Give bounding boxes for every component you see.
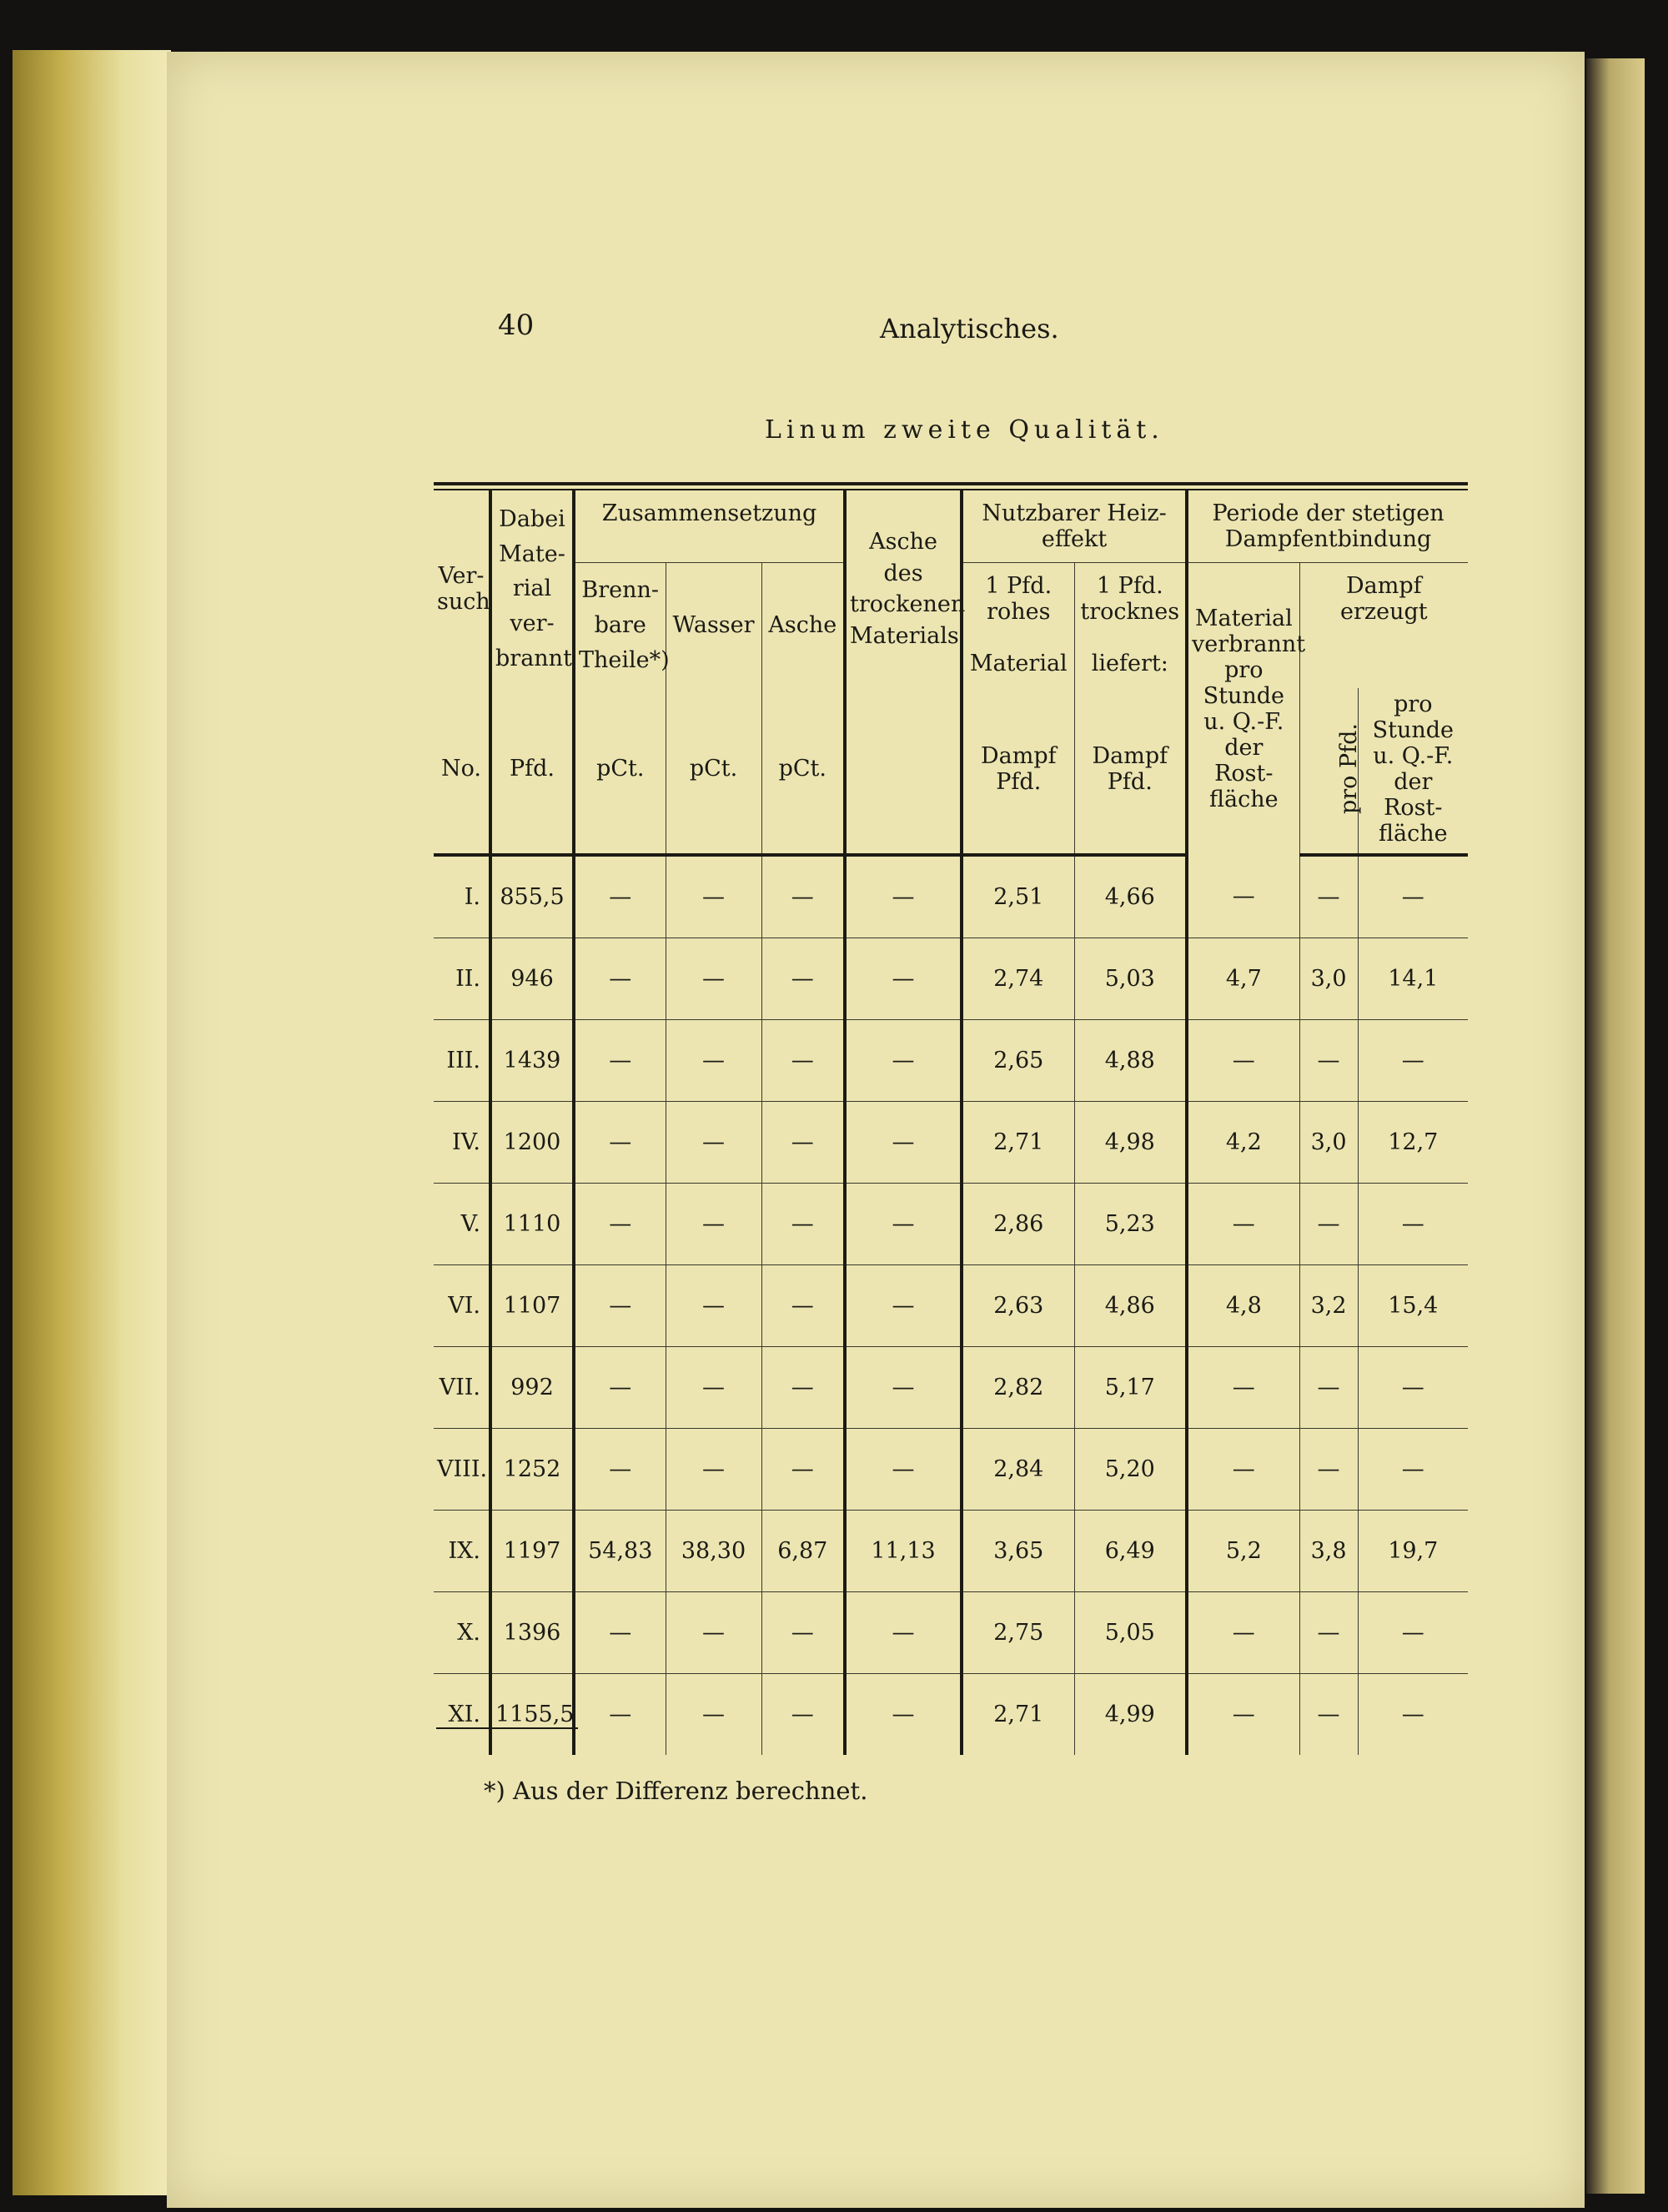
table-row [434,1019,1468,1101]
row-pfd: 1439 [490,1019,574,1101]
row-dampf-pro-pfd: — [1299,1591,1358,1673]
row-dampf-rohes: 2,71 [962,1101,1074,1183]
data-table [434,490,1468,1755]
row-no: VII. [434,1346,490,1428]
header-wasser: Wasser [666,563,761,688]
row-wasser: — [666,855,761,938]
row-wasser: — [666,1264,761,1346]
header-material-liefert-1: Material [969,651,1068,677]
row-dampf-pro-stunde: — [1358,1428,1468,1510]
row-dampf-pro-pfd: 3,0 [1299,938,1358,1019]
row-dampf-pro-stunde: 15,4 [1358,1264,1468,1346]
header-unit-wasser: pCt. [666,688,761,855]
row-material-verbrannt: — [1187,1346,1299,1428]
row-dampf-pro-stunde: — [1358,1019,1468,1101]
row-dampf-pro-pfd: 3,8 [1299,1510,1358,1591]
row-asche: — [761,1101,845,1183]
row-no: VIII. [434,1428,490,1510]
row-asche: — [761,1591,845,1673]
row-dampf-pro-pfd: — [1299,1019,1358,1101]
row-material-verbrannt: 4,8 [1187,1264,1299,1346]
row-no: IX. [434,1510,490,1591]
row-asche-trocken: — [845,1428,962,1510]
header-material-verbrannt: Material verbrannt pro Stunde u. Q.-F. der Rost- fläche [1187,563,1299,855]
header-versuch: Ver- such [437,563,490,616]
row-dampf-trocknes: 6,49 [1074,1510,1187,1591]
data-table-container [434,482,1468,1755]
row-no: II. [434,938,490,1019]
table-caption: Linum zweite Qualität. [765,415,1164,445]
row-pfd: 946 [490,938,574,1019]
row-brennbare: — [574,938,666,1019]
row-material-verbrannt: — [1187,1591,1299,1673]
header-dampf-trocknes: Dampf Pfd. [1074,688,1187,855]
row-pfd: 1200 [490,1101,574,1183]
footnote: *) Aus der Differenz berechnet. [484,1777,868,1805]
row-material-verbrannt: — [1187,855,1299,938]
row-no: V. [434,1183,490,1264]
header-pro-pfd: pro Pfd. [1299,688,1358,855]
row-brennbare: — [574,1101,666,1183]
table-row [434,1264,1468,1346]
row-dampf-rohes: 2,84 [962,1428,1074,1510]
table-body [434,855,1468,1755]
row-dampf-rohes: 2,51 [962,855,1074,938]
row-brennbare: — [574,1019,666,1101]
row-dampf-pro-stunde: — [1358,1183,1468,1264]
row-dampf-rohes: 2,65 [962,1019,1074,1101]
header-trocknes: 1 Pfd. trocknes liefert: [1074,563,1187,688]
header-nutzbarer-heizeffekt: Nutzbarer Heiz- effekt [962,490,1187,563]
header-dampf-pro-stunde: pro Stunde u. Q.-F. der Rost- fläche [1358,688,1468,855]
row-dampf-pro-stunde: — [1358,1591,1468,1673]
header-brennbare: Brenn- bare Theile*) [574,563,666,688]
row-dampf-pro-pfd: — [1299,1428,1358,1510]
row-dampf-pro-pfd: 3,2 [1299,1264,1358,1346]
row-dampf-trocknes: 5,17 [1074,1346,1187,1428]
row-asche-trocken: 11,13 [845,1510,962,1591]
header-asche-trocken: Asche des trockenen Materials [845,490,962,688]
row-material-verbrannt: 5,2 [1187,1510,1299,1591]
row-dampf-trocknes: 4,66 [1074,855,1187,938]
row-wasser: 38,30 [666,1510,761,1591]
row-wasser: — [666,938,761,1019]
row-wasser: — [666,1101,761,1183]
row-dampf-rohes: 2,74 [962,938,1074,1019]
row-material-verbrannt: — [1187,1428,1299,1510]
row-asche-trocken: — [845,1346,962,1428]
row-material-verbrannt: — [1187,1019,1299,1101]
row-pfd: 992 [490,1346,574,1428]
row-brennbare: — [574,1673,666,1755]
row-pfd: 1252 [490,1428,574,1510]
table-row [434,855,1468,938]
table-top-rule [434,482,1468,485]
row-asche-trocken: — [845,1673,962,1755]
row-asche-trocken: — [845,1101,962,1183]
row-dampf-pro-stunde: 14,1 [1358,938,1468,1019]
row-dampf-pro-stunde: 19,7 [1358,1510,1468,1591]
running-title: Analytisches. [880,313,1059,344]
row-dampf-pro-stunde: — [1358,1673,1468,1755]
row-dampf-pro-pfd: — [1299,1183,1358,1264]
row-dampf-trocknes: 4,86 [1074,1264,1187,1346]
row-no: I. [434,855,490,938]
header-zusammensetzung: Zusammensetzung [574,490,845,563]
row-asche: — [761,938,845,1019]
row-wasser: — [666,1019,761,1101]
table-row [434,1101,1468,1183]
row-wasser: — [666,1591,761,1673]
row-wasser: — [666,1183,761,1264]
footnote-rule [436,1727,578,1729]
header-dampf-rohes: Dampf Pfd. [962,688,1074,855]
row-pfd: 1107 [490,1264,574,1346]
row-dampf-pro-stunde: 12,7 [1358,1101,1468,1183]
row-dampf-rohes: 3,65 [962,1510,1074,1591]
row-dampf-trocknes: 5,20 [1074,1428,1187,1510]
row-dampf-pro-pfd: — [1299,855,1358,938]
header-unit-asche: pCt. [761,688,845,855]
row-dampf-rohes: 2,71 [962,1673,1074,1755]
row-dampf-rohes: 2,82 [962,1346,1074,1428]
row-material-verbrannt: — [1187,1183,1299,1264]
row-dampf-rohes: 2,75 [962,1591,1074,1673]
row-asche-trocken: — [845,855,962,938]
row-dampf-trocknes: 5,23 [1074,1183,1187,1264]
row-material-verbrannt: 4,2 [1187,1101,1299,1183]
table-row [434,1591,1468,1673]
header-rohes: 1 Pfd. rohes Material [962,563,1074,688]
header-dabei-material: Dabei Mate- rial ver- brannt [490,490,574,688]
row-material-verbrannt: 4,7 [1187,938,1299,1019]
header-no: No. [434,688,490,855]
header-dampf-erzeugt: Dampf erzeugt [1299,563,1468,688]
row-dampf-rohes: 2,86 [962,1183,1074,1264]
header-material-liefert-2: liefert: [1091,651,1168,677]
row-brennbare: — [574,1183,666,1264]
row-asche: 6,87 [761,1510,845,1591]
row-dampf-trocknes: 4,98 [1074,1101,1187,1183]
row-asche-trocken: — [845,1183,962,1264]
book-page-edges [13,50,171,2195]
header-unit-brennbare: pCt. [574,688,666,855]
header-asche: Asche [761,563,845,688]
page-number: 40 [498,309,535,342]
row-no: X. [434,1591,490,1673]
row-asche: — [761,1183,845,1264]
row-wasser: — [666,1673,761,1755]
row-dampf-trocknes: 4,99 [1074,1673,1187,1755]
header-periode: Periode der stetigen Dampfentbindung [1187,490,1468,563]
row-asche-trocken: — [845,938,962,1019]
table-row [434,1183,1468,1264]
row-dampf-trocknes: 5,03 [1074,938,1187,1019]
row-asche: — [761,1019,845,1101]
table-row [434,1346,1468,1428]
row-wasser: — [666,1346,761,1428]
row-asche: — [761,855,845,938]
row-material-verbrannt: — [1187,1673,1299,1755]
row-asche: — [761,1264,845,1346]
table-row [434,1510,1468,1591]
header-unit-asche-trocken [845,688,962,855]
row-dampf-trocknes: 5,05 [1074,1591,1187,1673]
row-asche-trocken: — [845,1264,962,1346]
row-brennbare: 54,83 [574,1510,666,1591]
row-pfd: 1155,5 [490,1673,574,1755]
row-asche-trocken: — [845,1591,962,1673]
row-brennbare: — [574,1591,666,1673]
row-brennbare: — [574,1346,666,1428]
row-no: IV. [434,1101,490,1183]
row-dampf-pro-pfd: — [1299,1673,1358,1755]
row-pfd: 1110 [490,1183,574,1264]
row-dampf-pro-pfd: — [1299,1346,1358,1428]
row-brennbare: — [574,855,666,938]
row-asche: — [761,1428,845,1510]
row-no: XI. [448,1701,480,1727]
row-dampf-pro-stunde: — [1358,1346,1468,1428]
row-dampf-trocknes: 4,88 [1074,1019,1187,1101]
row-pfd: 1396 [490,1591,574,1673]
row-no: III. [434,1019,490,1101]
table-row [434,1673,1468,1755]
table-row [434,938,1468,1019]
row-no: VI. [434,1264,490,1346]
row-pfd: 855,5 [490,855,574,938]
row-brennbare: — [574,1264,666,1346]
row-brennbare: — [574,1428,666,1510]
row-dampf-pro-pfd: 3,0 [1299,1101,1358,1183]
row-asche: — [761,1673,845,1755]
row-dampf-pro-stunde: — [1358,855,1468,938]
row-wasser: — [666,1428,761,1510]
header-unit-pfd: Pfd. [490,688,574,855]
book-next-page-edge [1586,58,1645,2194]
row-pfd: 1197 [490,1510,574,1591]
row-dampf-rohes: 2,63 [962,1264,1074,1346]
row-asche: — [761,1346,845,1428]
table-row [434,1428,1468,1510]
row-asche-trocken: — [845,1019,962,1101]
